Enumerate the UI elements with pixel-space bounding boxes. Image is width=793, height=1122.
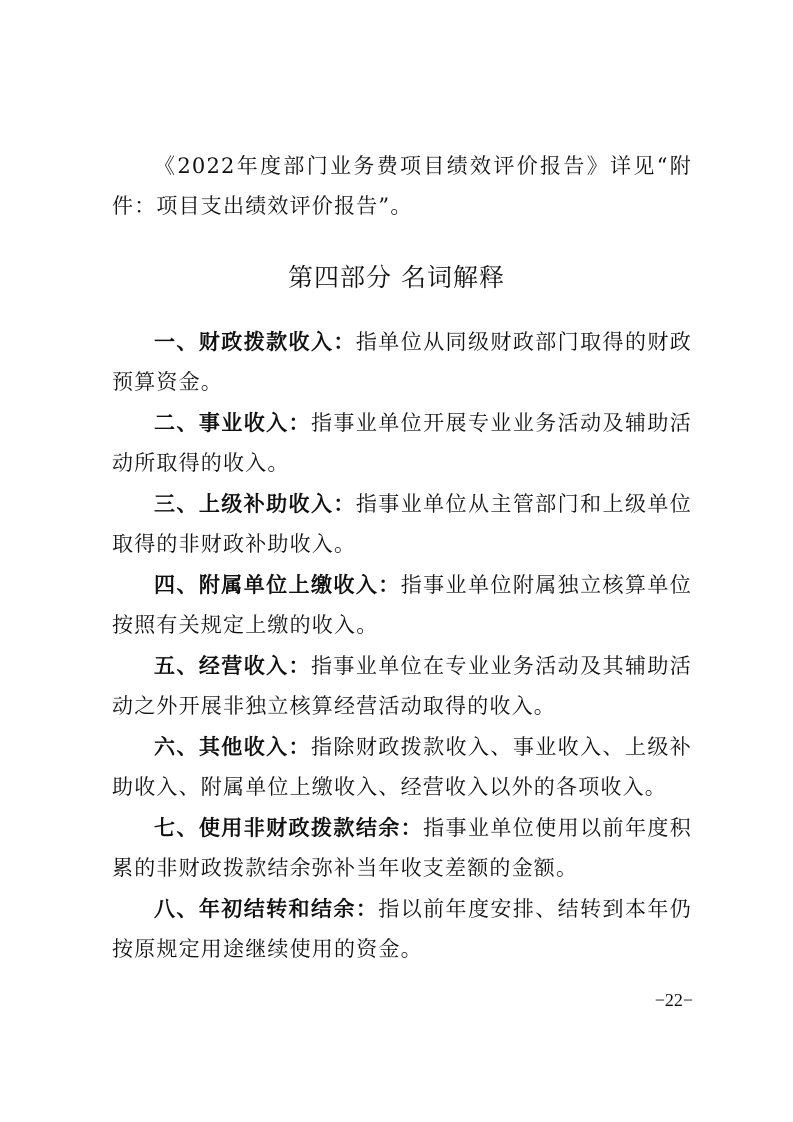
- definition-text: 指除财政拨款收入、事业收入、上级补助收入、附属单位上缴收入、经营收入以外的各项收入。: [112, 735, 692, 799]
- definition-term: 五、经营收入：: [154, 654, 311, 678]
- definition-paragraph: [112, 403, 692, 483]
- definition-text: 指事业单位从主管部门和上级单位取得的非财政补助收入。: [112, 492, 692, 556]
- definition-term: 四、附属单位上缴收入：: [154, 573, 401, 597]
- page-number: −22−: [654, 990, 693, 1010]
- definition-term: 八、年初结转和结余：: [154, 897, 379, 921]
- definition-text: 指单位从同级财政部门取得的财政预算资金。: [112, 330, 692, 394]
- definition-paragraph: [112, 322, 692, 402]
- definition-term: 三、上级补助收入：: [154, 492, 356, 516]
- definition-paragraph: [112, 484, 692, 564]
- definition-term: 一、财政拨款收入：: [154, 330, 356, 354]
- definition-text: 指事业单位使用以前年度积累的非财政拨款结余弥补当年收支差额的金额。: [112, 816, 692, 880]
- definition-text: 指事业单位附属独立核算单位按照有关规定上缴的收入。: [112, 573, 692, 637]
- definition-text: 指事业单位在专业业务活动及其辅助活动之外开展非独立核算经营活动取得的收入。: [112, 654, 692, 718]
- definition-term: 六、其他收入：: [154, 735, 311, 759]
- definition-text: 指以前年度安排、结转到本年仍按原规定用途继续使用的资金。: [112, 897, 692, 961]
- definition-paragraph: [112, 646, 692, 726]
- definition-paragraph: [112, 727, 692, 807]
- definition-paragraph: [112, 808, 692, 888]
- definition-text: 指事业单位开展专业业务活动及辅助活动所取得的收入。: [112, 411, 692, 475]
- definition-paragraph: [112, 565, 692, 645]
- intro-text: 《2022年度部门业务费项目绩效评价报告》详见“附件：项目支出绩效评价报告”。: [112, 154, 692, 218]
- definition-term: 七、使用非财政拨款结余：: [154, 816, 424, 840]
- definition-term: 二、事业收入：: [154, 411, 311, 435]
- definition-paragraph: [112, 889, 692, 969]
- section-title: 第四部分 名词解释: [288, 263, 505, 292]
- intro-paragraph: [112, 146, 692, 226]
